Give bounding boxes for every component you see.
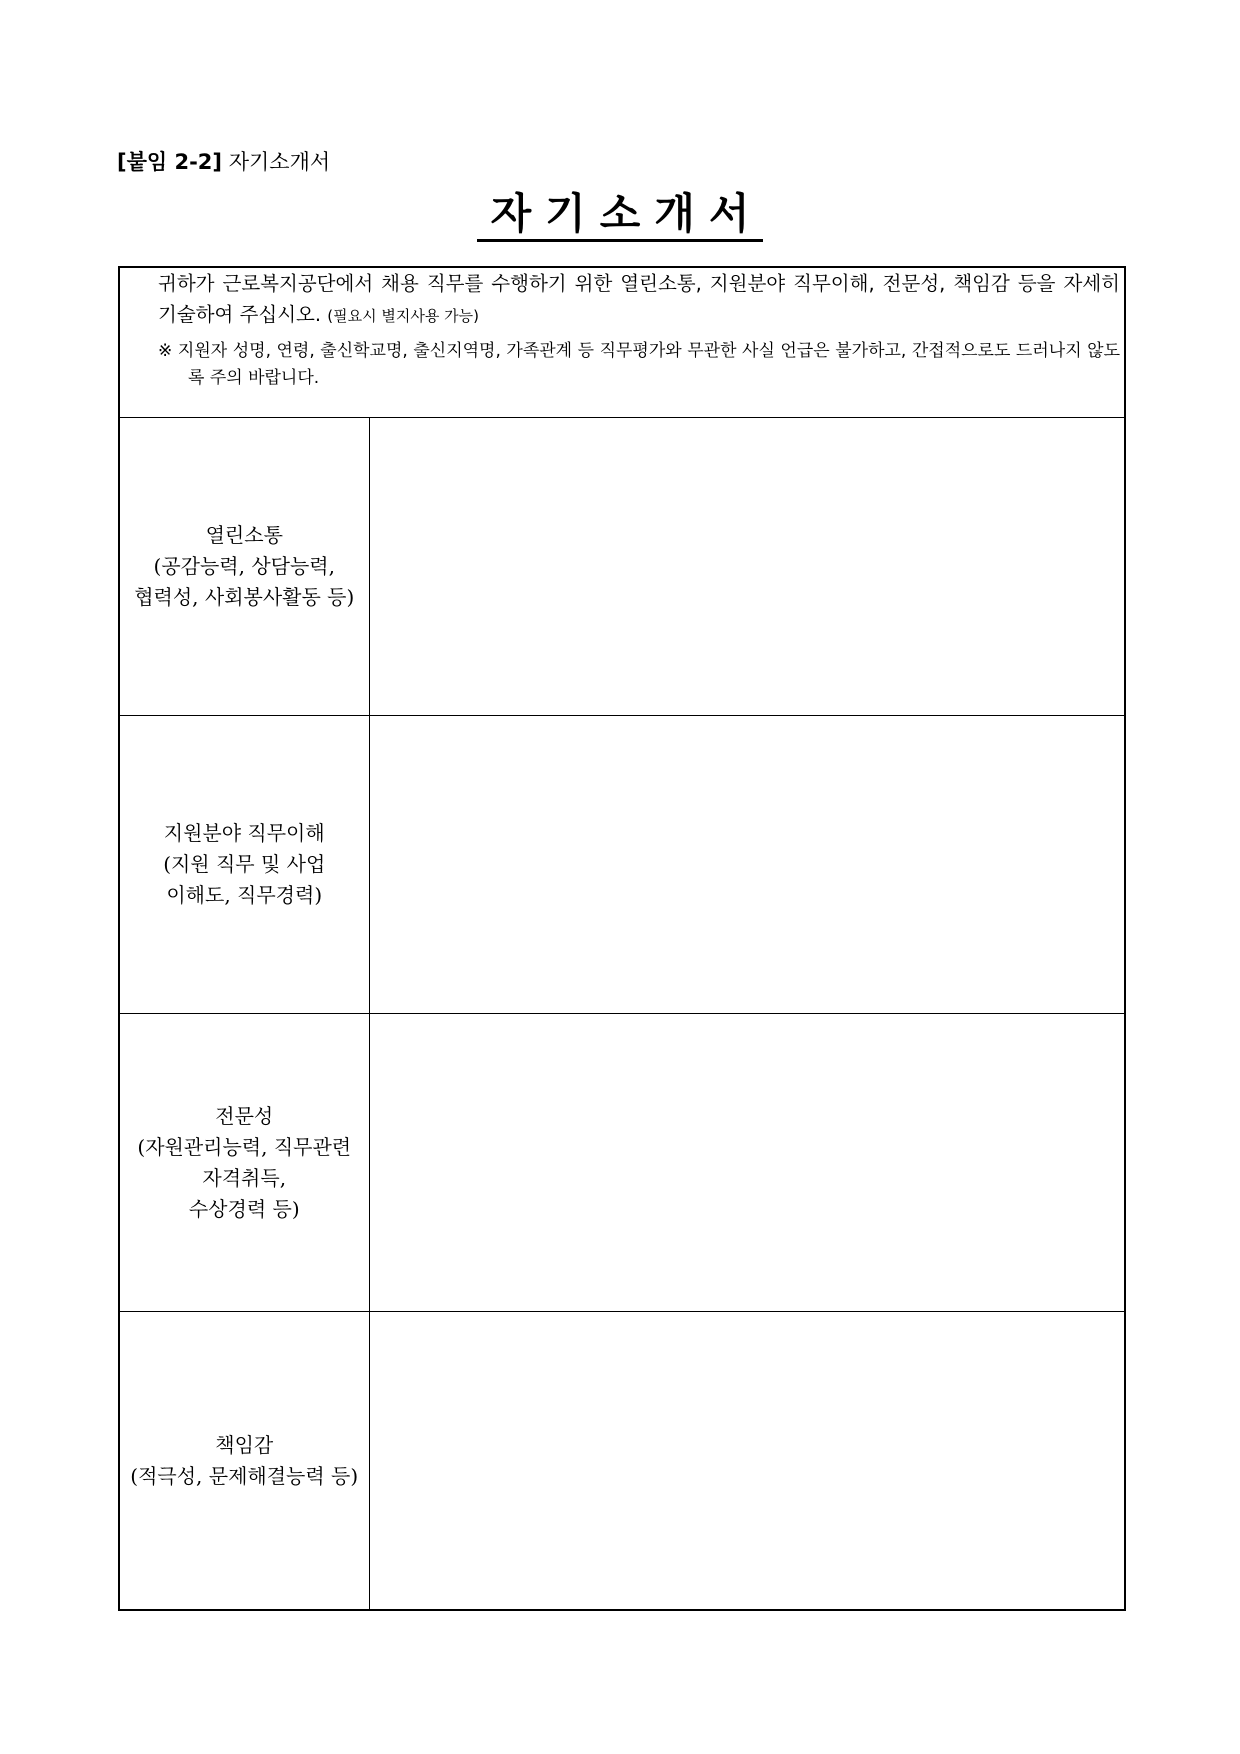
section-label-line: 책임감 [215,1432,274,1457]
section-label-job-understanding [119,716,369,1014]
instructions-cell [119,267,1125,418]
section-row-open-communication [119,418,1125,716]
instructions-main [158,268,1120,332]
answer-field-job-understanding[interactable] [369,716,1125,1014]
section-label-line: 전문성 [215,1103,274,1128]
section-label-line: (지원 직무 및 사업 [163,852,326,876]
self-introduction-form [118,266,1126,1611]
instructions-main-note: (필요시 별지사용 가능) [327,307,479,325]
page-title-wrapper [0,186,1240,242]
instructions-row [119,267,1125,418]
page-title: 자기소개서 [477,189,764,242]
section-label-line: 이해도, 직무경력) [166,883,323,907]
section-label-line: 열린소통 [205,523,283,547]
answer-field-responsibility[interactable] [369,1312,1125,1611]
section-row-expertise [119,1014,1125,1312]
section-label-line: 자격취득, [202,1165,287,1190]
section-row-responsibility [119,1312,1125,1611]
attachment-label [117,146,330,176]
section-label-line: (공감능력, 상담능력, [153,554,335,578]
section-label-open-communication [119,418,369,716]
section-label-line: (자원관리능력, 직무관련 [137,1134,352,1159]
answer-field-expertise[interactable] [369,1014,1125,1312]
instructions-main-text: 귀하가 근로복지공단에서 채용 직무를 수행하기 위한 열린소통, 지원분야 직무이해, 전문성, 책임감 등을 자세히 기술하여 주십시오. [158,272,1120,326]
attachment-tag: [붙임 2-2] [117,150,223,174]
section-label-line: (적극성, 문제해결능력 등) [130,1463,359,1488]
section-label-responsibility [119,1312,369,1611]
section-label-expertise [119,1014,369,1312]
attachment-name: 자기소개서 [228,150,331,174]
section-label-line: 지원분야 직무이해 [163,821,325,845]
answer-field-open-communication[interactable] [369,418,1125,716]
instructions-caution: ※ 지원자 성명, 연령, 출신학교명, 출신지역명, 가족관계 등 직무평가와 무관한 사실 언급은 불가하고, 간접적으로도 드러나지 않도록 주의 바랍니다. [158,341,1120,388]
section-row-job-understanding [119,716,1125,1014]
section-label-line: 협력성, 사회봉사활동 등) [134,585,355,609]
section-label-line: 수상경력 등) [188,1196,300,1221]
